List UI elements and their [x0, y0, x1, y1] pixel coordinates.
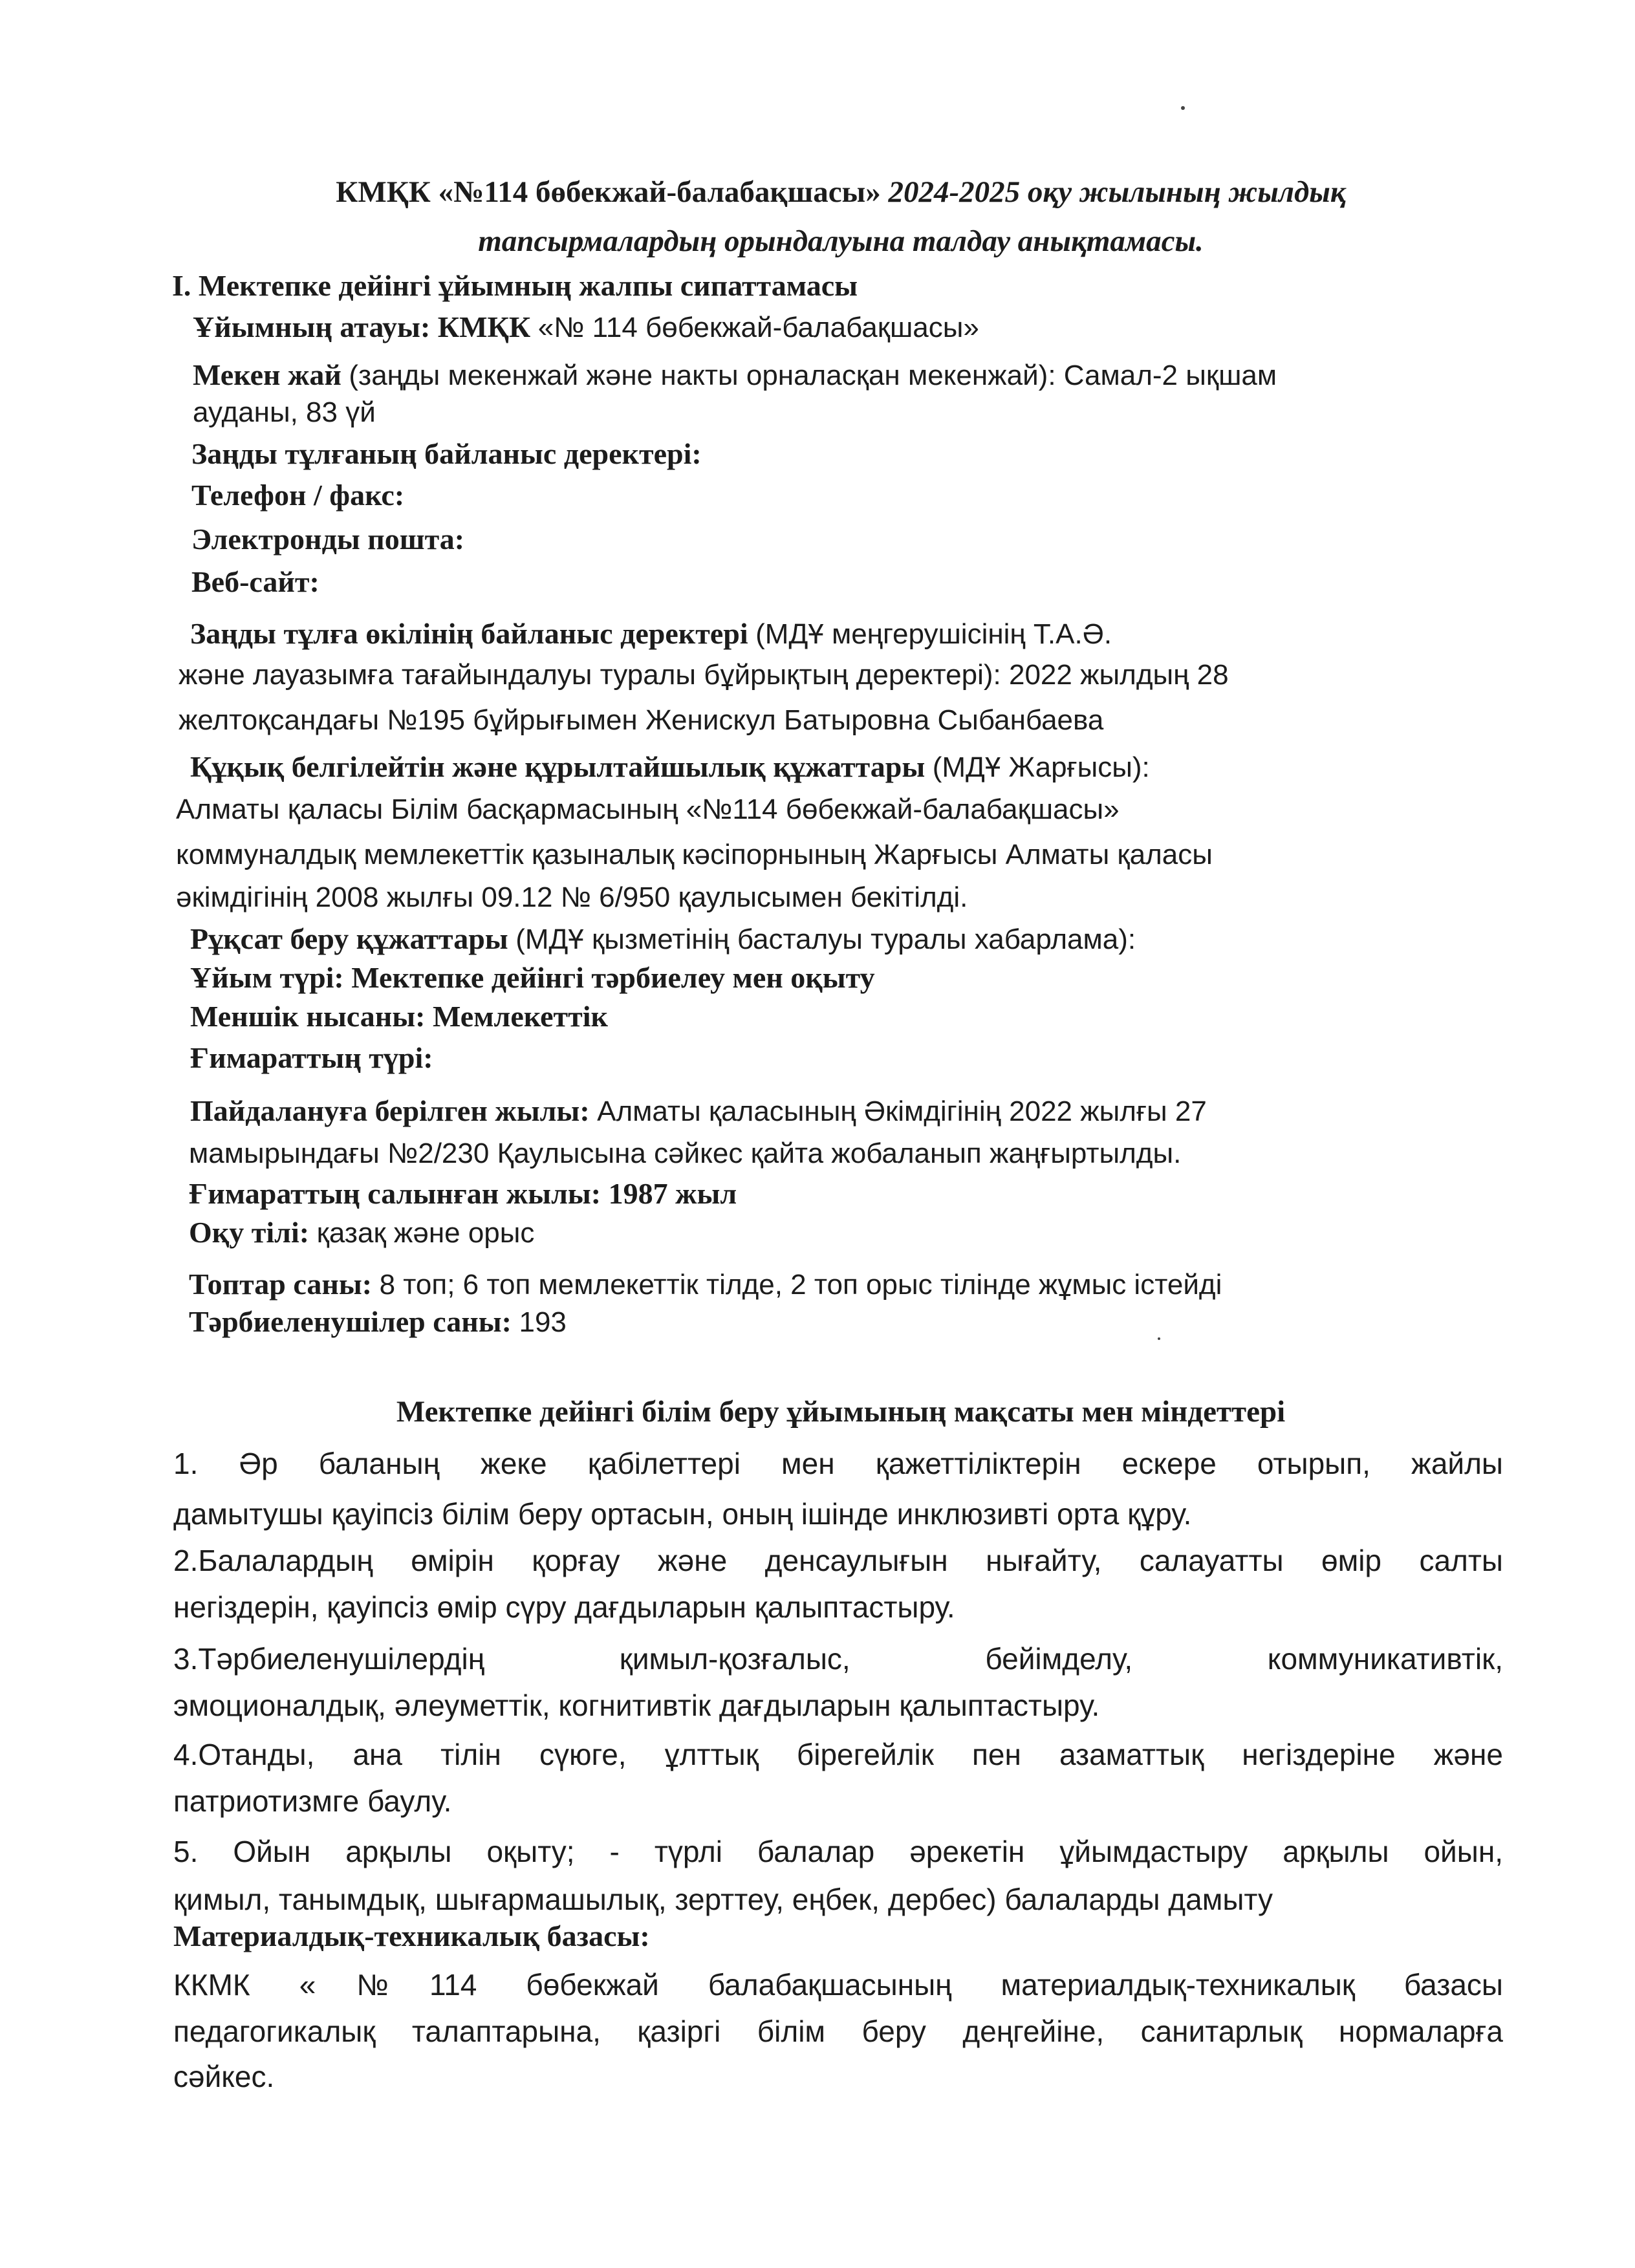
address-label: Мекен жай — [193, 358, 349, 391]
permit-value: (МДҰ қызметінің басталуы туралы хабарлама): — [515, 923, 1136, 955]
phone-label: Телефон / факс: — [191, 479, 405, 512]
goal-item-5-line1: 5. Ойын арқылы оқыту; - түрлі балалар әрекетін ұйымдастыру арқылы ойын, — [173, 1835, 1503, 1868]
address-value: (заңды мекенжай және накты орналасқан мекенжай): Самал-2 ықшам — [349, 360, 1277, 391]
goal-item-4-cont — [173, 1780, 1503, 1822]
built-year-row — [189, 1174, 737, 1213]
goal-item-4-line2: патриотизмге баулу. — [173, 1784, 452, 1818]
representative-line2 — [179, 656, 1229, 695]
building-type-text: Ғимараттың түрі: — [190, 1041, 433, 1074]
org-name-label: Ұйымның атауы: КМҚК — [193, 310, 538, 343]
goal-item-5-cont — [173, 1878, 1503, 1921]
org-name-value: «№ 114 бөбекжай-балабақшасы» — [537, 312, 979, 343]
building-type-row — [190, 1039, 433, 1077]
goal-item-1-line1: 1. Әр баланың жеке қабілеттері мен қажеттіліктерін ескере отырып, жайлы — [173, 1447, 1503, 1480]
org-type-row — [190, 958, 875, 997]
documents-line4 — [176, 878, 968, 917]
goal-item-3-cont — [173, 1684, 1503, 1727]
commission-line2-text: мамырындағы №2/230 Қаулысына сәйкес қайта жобаланып жаңғыртылды. — [189, 1138, 1182, 1169]
email-label: Электронды пошта: — [191, 523, 465, 556]
permit-label: Рұқсат беру құжаттары — [190, 922, 516, 955]
pupils-label: Тәрбиеленушілер саны: — [189, 1305, 519, 1338]
goal-item-3 — [173, 1637, 1503, 1680]
representative-line2-text: және лауазымға тағайындалуы туралы бұйрықтың деректері): 2022 жылдың 28 — [179, 659, 1229, 691]
representative-row — [190, 614, 1112, 654]
goal-item-1-cont — [173, 1493, 1503, 1535]
section-heading-text: І. Мектепке дейінгі ұйымның жалпы сипаттамасы — [172, 269, 858, 302]
address-value-cont: ауданы, 83 үй — [193, 396, 376, 428]
goal-item-5-line2: қимыл, танымдық, шығармашылық, зерттеу, еңбек, дербес) балаларды дамыту — [173, 1883, 1273, 1916]
language-value: қазақ және орыс — [316, 1217, 535, 1249]
material-heading — [173, 1917, 650, 1956]
pupils-value: 193 — [519, 1306, 567, 1338]
groups-label: Топтар саны: — [189, 1268, 380, 1301]
representative-line3 — [179, 701, 1103, 740]
goals-heading-text: Мектепке дейінгі білім беру ұйымының мақсаты мен міндеттері — [396, 1395, 1286, 1429]
documents-row — [190, 748, 1150, 787]
goal-item-2-line2: негіздерін, қауіпсіз өмір сүру дағдыларын қалыптастыру. — [173, 1590, 955, 1624]
documents-line3 — [176, 836, 1213, 874]
phone-row — [191, 476, 404, 515]
representative-label: Заңды тұлға өкілінің байланыс деректері — [190, 617, 756, 650]
pupils-row — [189, 1302, 567, 1342]
material-line2 — [173, 2010, 1503, 2053]
goal-item-2-line1: 2.Балалардың өмірін қорғау және денсаулығын нығайту, салауатты өмір салты — [173, 1544, 1503, 1577]
language-label: Оқу тілі: — [189, 1216, 317, 1249]
goal-item-3-line2: эмоционалдық, әлеуметтік, когнитивтік дағдыларын қалыптастыру. — [173, 1689, 1100, 1722]
goal-item-2 — [173, 1539, 1503, 1582]
goal-item-4 — [173, 1733, 1503, 1776]
address-row — [193, 356, 1277, 395]
ownership-row — [190, 997, 608, 1036]
scan-speck — [1181, 106, 1185, 110]
document-title-line2 — [162, 219, 1520, 264]
documents-value: (МДҰ Жарғысы): — [932, 751, 1150, 783]
address-row-cont — [193, 393, 376, 432]
document-title — [162, 169, 1520, 215]
org-type-text: Ұйым түрі: Мектепке дейінгі тәрбиелеу мен оқыту — [190, 961, 875, 994]
title-org: КМҚК «№114 бөбекжай-балабақшасы» — [336, 175, 881, 209]
goals-heading — [162, 1390, 1520, 1433]
website-row — [191, 563, 319, 601]
ownership-text: Меншік нысаны: Мемлекеттік — [190, 1000, 609, 1033]
material-line3 — [173, 2055, 1503, 2098]
documents-line2 — [176, 790, 1120, 829]
material-line1-text: ККМК «№114 бөбекжай балабақшасының материалдық-техникалық базасы — [173, 1968, 1503, 2002]
material-line1 — [173, 1963, 1503, 2006]
language-row — [189, 1213, 534, 1253]
material-heading-text: Материалдық-техникалық базасы: — [173, 1919, 650, 1952]
email-row — [191, 520, 464, 559]
commission-line2 — [189, 1134, 1181, 1173]
documents-line4-text: әкімдігінің 2008 жылғы 09.12 № 6/950 қаулысымен бекітілді. — [176, 881, 968, 913]
material-line2-text: педагогикалық талаптарына, қазіргі білім беру деңгейіне, санитарлық нормаларға — [173, 2014, 1503, 2048]
goal-item-3-line1: 3.Тәрбиеленушілердің қимыл-қозғалыс, бейімделу, коммуникативтік, — [173, 1642, 1503, 1676]
groups-value: 8 топ; 6 топ мемлекеттік тілде, 2 топ орыс тілінде жұмыс істейді — [379, 1269, 1222, 1301]
groups-row — [189, 1265, 1222, 1304]
goal-item-1 — [173, 1442, 1503, 1485]
goal-item-1-line2: дамытушы қауіпсіз білім беру ортасын, оның ішінде инклюзивті орта құру. — [173, 1497, 1192, 1531]
legal-contacts-label: Заңды тұлғаның байланыс деректері: — [191, 437, 702, 470]
representative-value: (МДҰ меңгерушісінің Т.А.Ә. — [755, 618, 1112, 650]
representative-line3-text: желтоқсандағы №195 бұйрығымен Женискул Батыровна Сыбанбаева — [179, 704, 1104, 736]
goal-item-4-line1: 4.Отанды, ана тілін сүюге, ұлттық бірегейлік пен азаматтық негіздеріне және — [173, 1738, 1503, 1771]
website-label: Веб-сайт: — [191, 565, 319, 598]
org-name-row — [193, 308, 979, 347]
legal-contacts-row — [191, 435, 702, 473]
commission-label: Пайдалануға берілген жылы: — [190, 1094, 598, 1127]
built-year-text: Ғимараттың салынған жылы: 1987 жыл — [189, 1177, 737, 1210]
documents-line2-text: Алматы қаласы Білім басқармасының «№114 бөбекжай-балабақшасы» — [176, 794, 1120, 825]
commission-value: Алматы қаласының Әкімдігінің 2022 жылғы 27 — [597, 1096, 1207, 1127]
material-line3-text: сәйкес. — [173, 2060, 275, 2093]
goal-item-2-cont — [173, 1586, 1503, 1628]
commission-row — [190, 1092, 1207, 1131]
permit-row — [190, 920, 1136, 959]
documents-label: Құқық белгілейтін және құрылтайшылық құжаттары — [190, 750, 933, 783]
scan-speck — [1158, 1337, 1160, 1340]
title-year: 2024-2025 оқу жылының жылдық — [880, 175, 1346, 209]
title-subject: тапсырмалардың орындалуына талдау анықтамасы. — [478, 224, 1204, 258]
section-heading — [172, 266, 858, 305]
goal-item-5 — [173, 1830, 1503, 1873]
documents-line3-text: коммуналдық мемлекеттік қазыналық кәсіпорнының Жарғысы Алматы қаласы — [176, 839, 1213, 870]
